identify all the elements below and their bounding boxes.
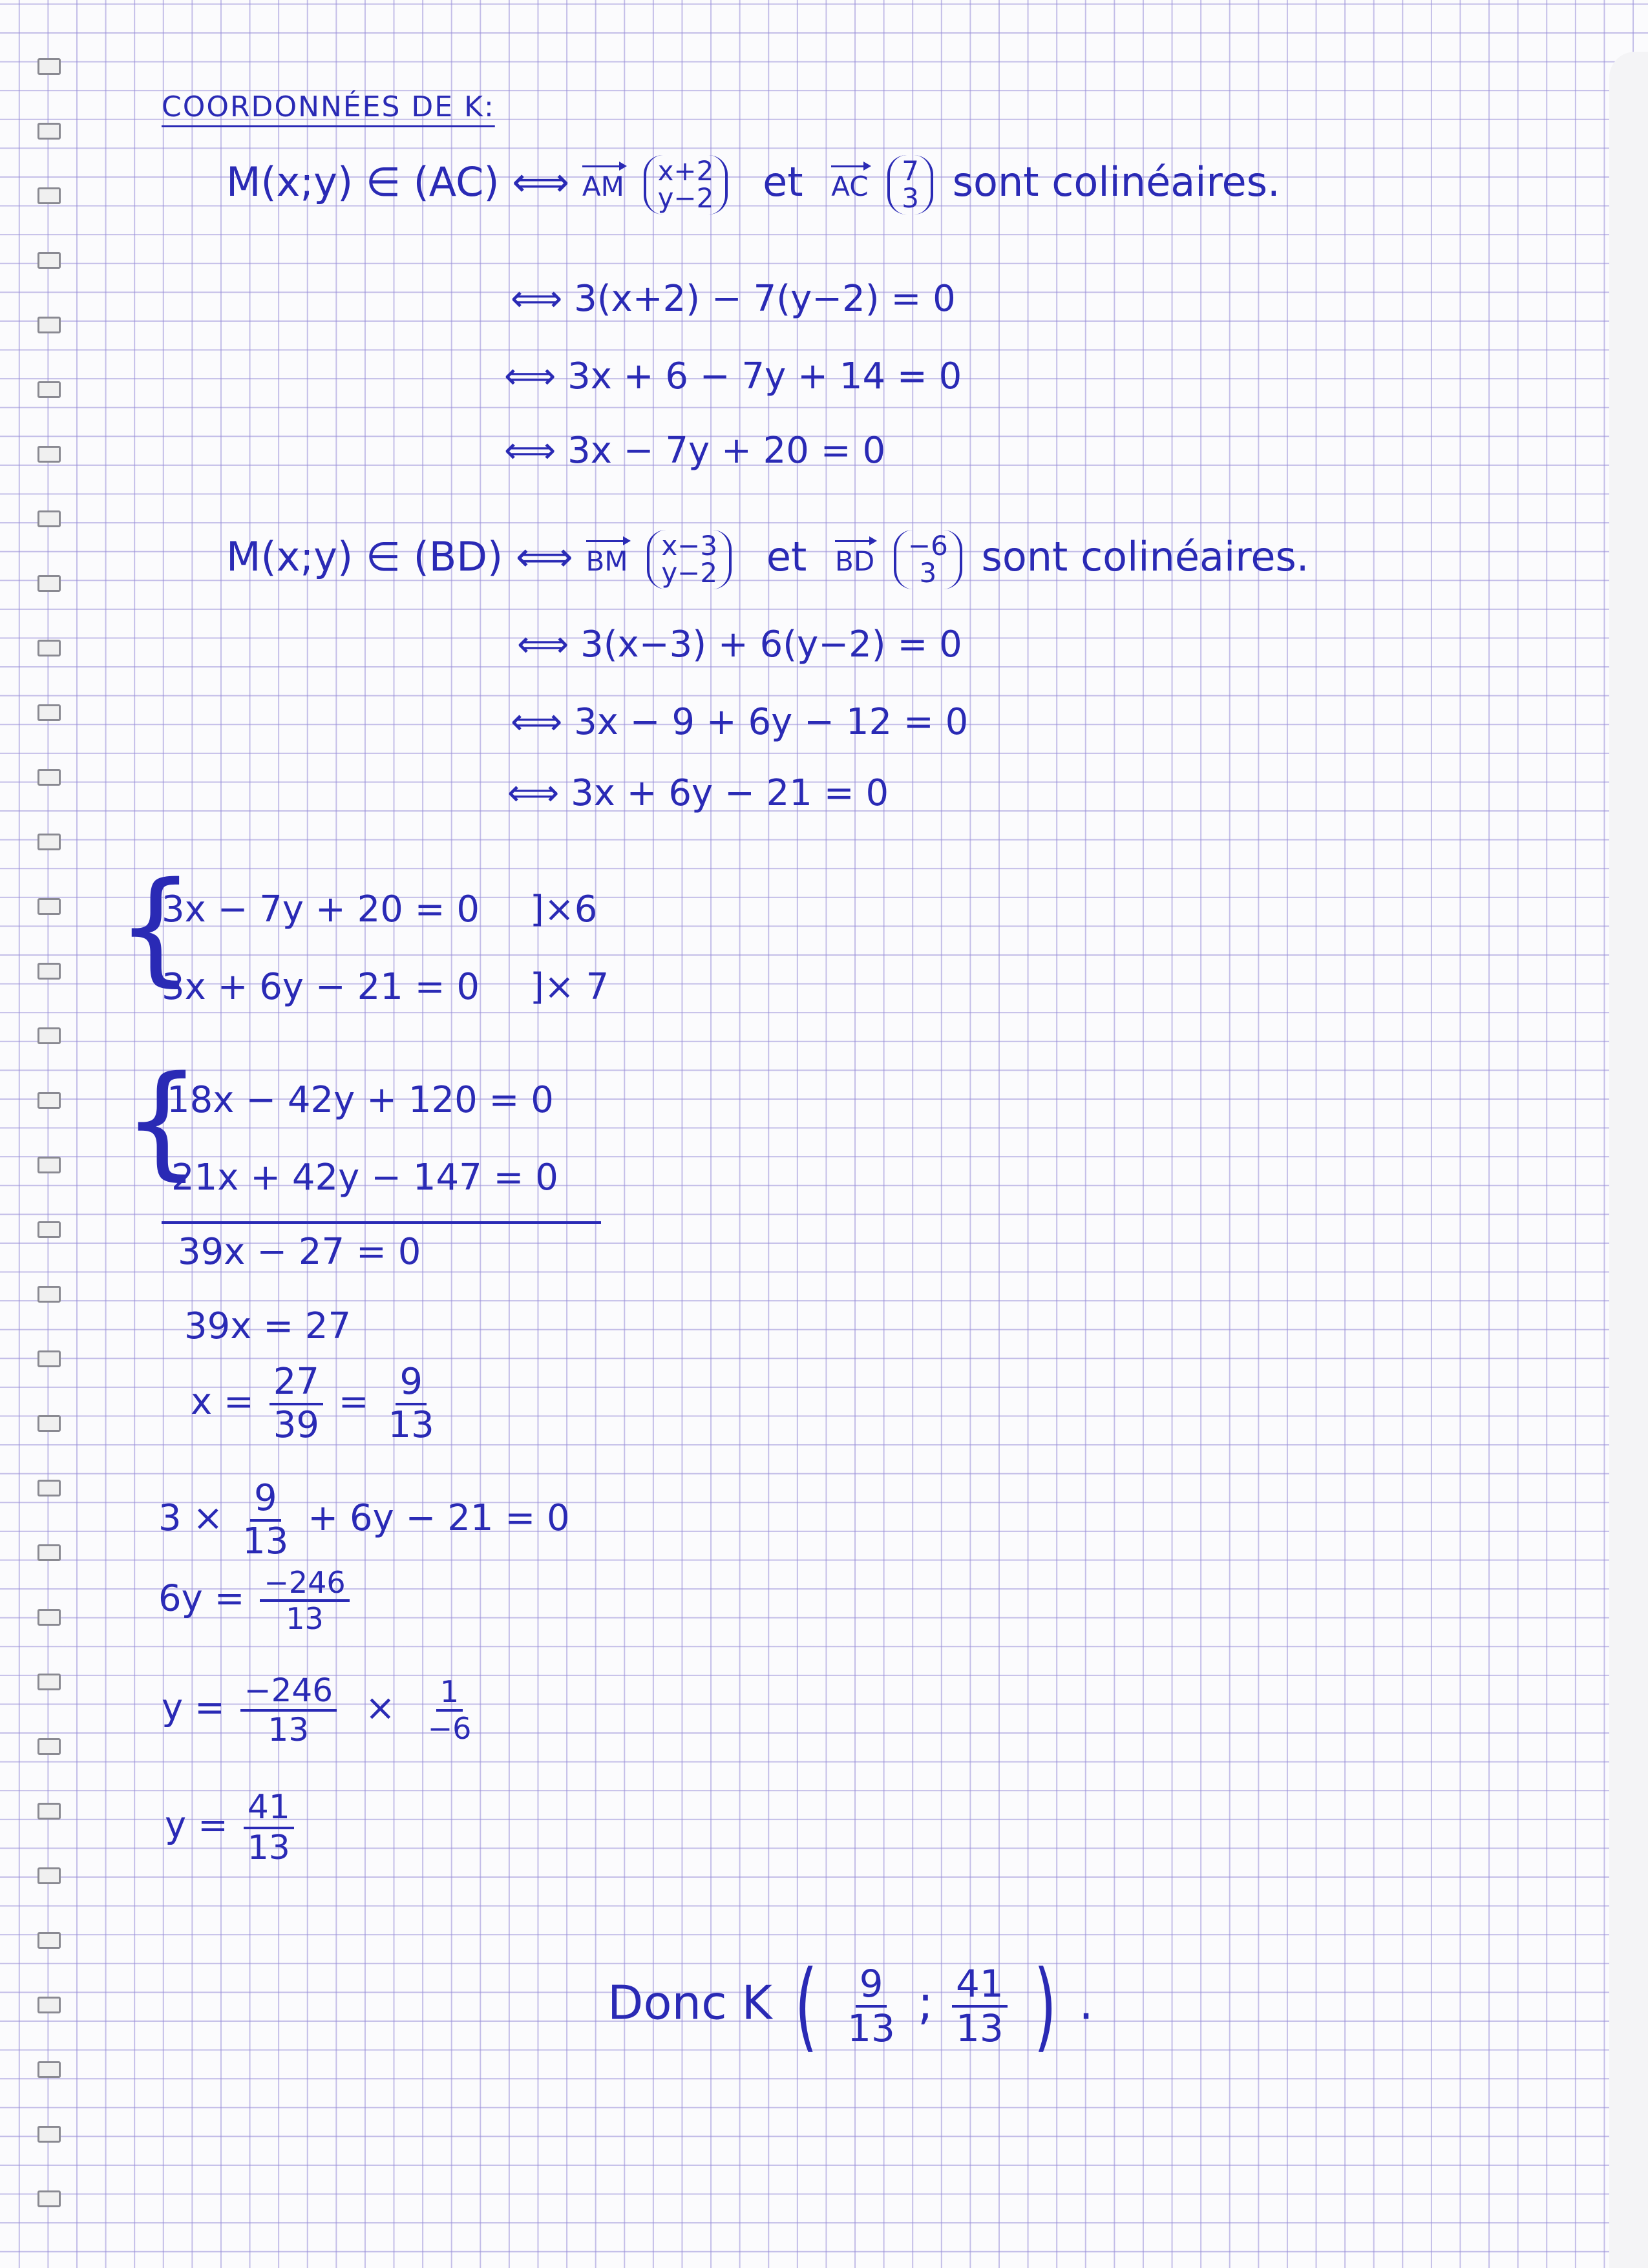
conclusion-text: Donc K [607, 1975, 772, 2030]
x-fraction-2-num: 9 [396, 1363, 427, 1405]
binder-hole [37, 1350, 61, 1367]
binder-hole [37, 317, 61, 333]
x-result [191, 1363, 442, 1445]
binder-hole [37, 1609, 61, 1626]
system1-eq2: 3x + 6y − 21 = 0 [162, 966, 480, 1008]
y-final-label: y = [165, 1804, 228, 1847]
six-y-fraction-num: −246 [260, 1567, 349, 1602]
binder-hole [37, 510, 61, 527]
x-step: 39x = 27 [184, 1305, 352, 1347]
binder-hole [37, 898, 61, 915]
y-line [162, 1674, 479, 1747]
collinearity-line-ac [226, 155, 1280, 215]
system1-brace: { [116, 856, 195, 998]
step-bd-1: ⟺ 3(x−3) + 6(y−2) = 0 [517, 624, 962, 666]
conclusion-y-fraction [952, 1964, 1008, 2048]
binder-hole [37, 187, 61, 204]
binder-hole [37, 963, 61, 980]
vector-bd-name: BD [835, 539, 874, 577]
binder-hole [37, 769, 61, 786]
system2-eq1: 18x − 42y + 120 = 0 [167, 1079, 554, 1121]
step-ac-3: ⟺ 3x − 7y + 20 = 0 [504, 430, 886, 472]
conclusion-open-paren: ( [794, 1950, 818, 2063]
binder-hole [37, 1286, 61, 1303]
vector-bd-y: 3 [919, 557, 937, 589]
vector-ac-name: AC [831, 164, 868, 202]
vector-am-x: x+2 [657, 155, 714, 187]
binder-hole [37, 1674, 61, 1690]
sub-prefix: 3 × [158, 1496, 224, 1539]
vector-am-coords [644, 155, 728, 215]
step-bd-3: ⟺ 3x + 6y − 21 = 0 [507, 772, 889, 814]
step-ac-1: ⟺ 3(x+2) − 7(y−2) = 0 [511, 278, 956, 320]
six-y-fraction [260, 1567, 349, 1635]
x-label: x = [191, 1380, 254, 1423]
vector-am-name: AM [582, 164, 624, 202]
conclusion-line [607, 1950, 1093, 2063]
binder-hole [37, 1738, 61, 1755]
binder-hole [37, 834, 61, 850]
binder-hole [37, 1480, 61, 1496]
x-fraction-1-num: 27 [269, 1363, 323, 1405]
x-fraction-2-den: 13 [388, 1403, 434, 1446]
line-ac-lhs: M(x;y) ∈ (AC) ⟺ [226, 158, 570, 206]
binder-hole [37, 446, 61, 463]
sub-suffix: + 6y − 21 = 0 [308, 1496, 570, 1539]
line-ac-and: et [763, 158, 803, 206]
binder-hole [37, 1027, 61, 1044]
binder-hole [37, 1092, 61, 1109]
binder-hole [37, 1415, 61, 1432]
y-times: × [364, 1686, 396, 1729]
binder-hole [37, 640, 61, 656]
conclusion-end: . [1079, 1975, 1093, 2030]
substitution-line [158, 1477, 570, 1562]
y-final-line [165, 1790, 298, 1865]
binder-hole [37, 575, 61, 592]
binder-hole [37, 1803, 61, 1820]
y-fraction-1-num: −246 [240, 1674, 337, 1712]
binder-hole [37, 2190, 61, 2207]
sub-fraction-den: 13 [242, 1520, 289, 1562]
step-bd-2: ⟺ 3x − 9 + 6y − 12 = 0 [511, 701, 969, 743]
y-final-fraction-den: 13 [247, 1828, 290, 1867]
conclusion-close-paren: ) [1033, 1950, 1057, 2063]
binder-hole [37, 1867, 61, 1884]
conclusion-separator: ; [917, 1975, 934, 2030]
binder-hole [37, 252, 61, 269]
six-y-line [158, 1567, 354, 1635]
x-fraction-1-den: 39 [273, 1403, 319, 1446]
y-final-fraction [244, 1790, 294, 1865]
binder-hole [37, 381, 61, 398]
x-eq-sign: = [338, 1380, 369, 1423]
line-bd-lhs: M(x;y) ∈ (BD) ⟺ [226, 533, 573, 581]
vector-am-y: y−2 [657, 182, 714, 214]
y-label: y = [162, 1686, 225, 1729]
vector-ac-y: 3 [902, 182, 920, 214]
vector-bm-x: x−3 [661, 530, 718, 562]
binder-hole [37, 2126, 61, 2143]
sub-fraction [238, 1477, 292, 1562]
paper-edge [1609, 52, 1648, 2268]
system2-eq2: 21x + 42y − 147 = 0 [171, 1157, 558, 1199]
system1-mult1: ]×6 [530, 888, 598, 930]
addition-rule [162, 1221, 601, 1224]
system2-brace: { [123, 1049, 201, 1192]
binder-hole [37, 1997, 61, 2013]
system1-mult2: ]× 7 [530, 966, 609, 1008]
binder-hole [37, 1157, 61, 1173]
six-y-fraction-den: 13 [286, 1601, 324, 1637]
binder-hole [37, 2061, 61, 2078]
vector-bm-coords [647, 530, 732, 589]
vector-ac-x: 7 [902, 155, 920, 187]
binder-hole [37, 704, 61, 721]
conclusion-x-fraction [843, 1964, 899, 2048]
vector-bm-name: BM [586, 539, 628, 577]
binder-hole [37, 1544, 61, 1561]
line-ac-rhs: sont colinéaires. [952, 158, 1280, 206]
binder-hole [37, 58, 61, 75]
conclusion-y-num: 41 [952, 1964, 1008, 2008]
sum-equation: 39x − 27 = 0 [178, 1231, 421, 1273]
conclusion-x-den: 13 [847, 2006, 895, 2050]
y-fraction-1 [240, 1674, 337, 1747]
system1-eq1: 3x − 7y + 20 = 0 [162, 888, 480, 930]
collinearity-line-bd [226, 530, 1309, 589]
y-final-fraction-num: 41 [244, 1790, 294, 1829]
conclusion-x-num: 9 [856, 1964, 887, 2008]
section-heading: COORDONNÉES DE K: [162, 90, 495, 123]
vector-bd-x: −6 [907, 530, 948, 562]
y-fraction-2-num: 1 [436, 1676, 463, 1711]
binder-hole [37, 1221, 61, 1238]
vector-bd-coords [894, 530, 962, 589]
sub-fraction-num: 9 [250, 1480, 281, 1522]
conclusion-y-den: 13 [955, 2006, 1004, 2050]
vector-bm-y: y−2 [661, 557, 718, 589]
y-fraction-2 [424, 1676, 476, 1744]
y-fraction-2-den: −6 [427, 1710, 472, 1746]
step-ac-2: ⟺ 3x + 6 − 7y + 14 = 0 [504, 355, 962, 397]
y-fraction-1-den: 13 [268, 1710, 310, 1748]
x-fraction-1 [269, 1363, 323, 1445]
line-bd-rhs: sont colinéaires. [981, 533, 1309, 581]
vector-ac-coords [887, 155, 933, 215]
line-bd-and: et [766, 533, 807, 581]
x-fraction-2 [385, 1363, 438, 1445]
binder-hole [37, 1932, 61, 1949]
six-y-label: 6y = [158, 1577, 245, 1620]
binder-hole [37, 123, 61, 140]
binder-holes [0, 0, 78, 2268]
